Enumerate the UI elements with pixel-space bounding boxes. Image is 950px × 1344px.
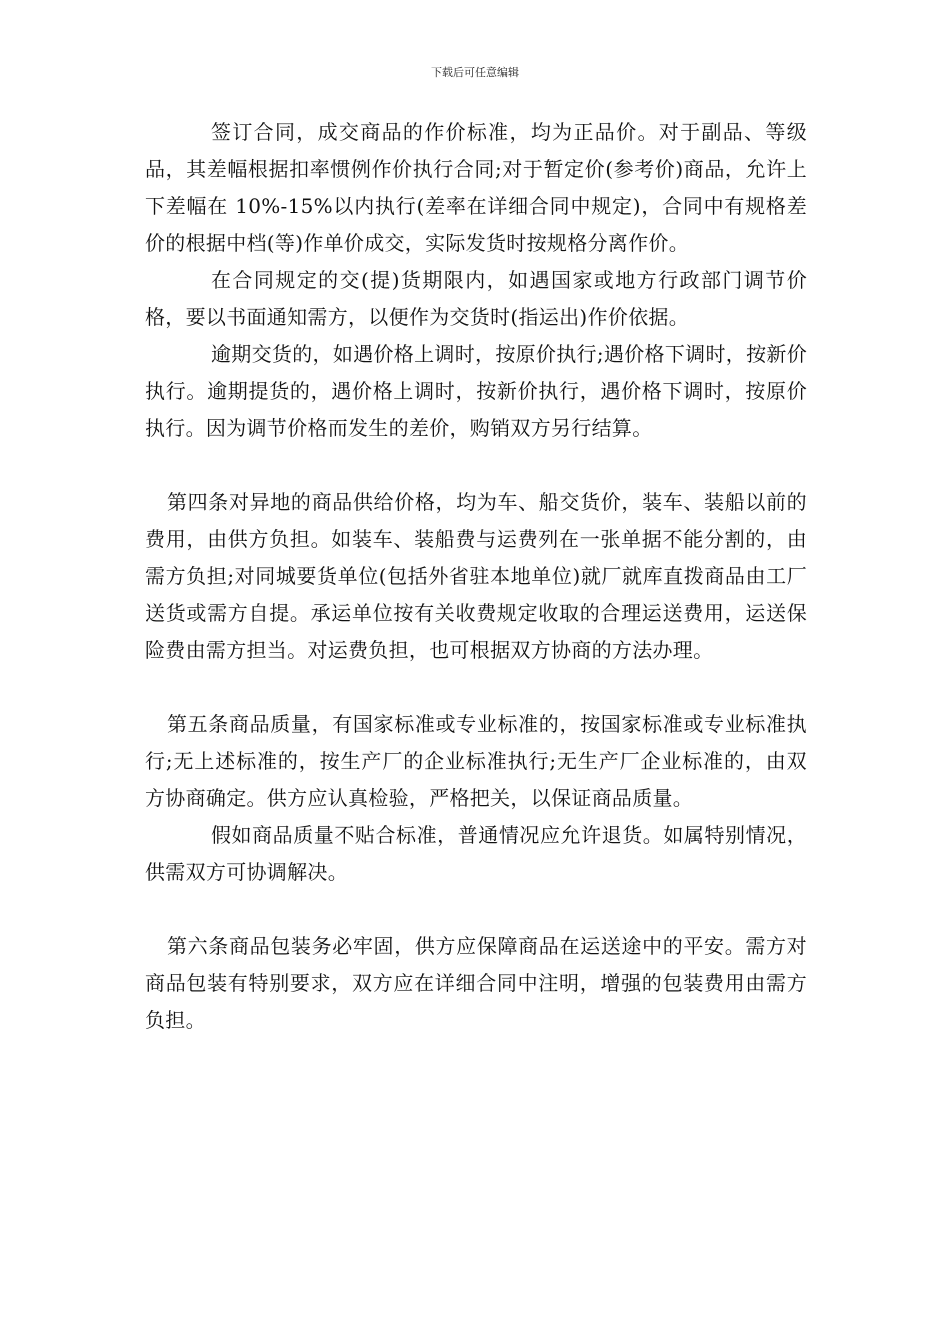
article-4: 第四条对异地的商品供给价格，均为车、船交货价，装车、装船以前的费用，由供方负担。如装车、装船费与运费列在一张单据不能分割的，由需方负担;对同城要货单位(包括外省驻本地单位)就厂就库直拨商品由工厂送货或需方自提。承运单位按有关收费规定收取的合理运送费用，运送保险费由需方担当。对运费负担，也可根据双方协商的方法办理。 (145, 490, 807, 662)
paragraph-pricing-standard: 签订合同，成交商品的作价标准，均为正品价。对于副品、等级品，其差幅根据扣率惯例作价执行合同;对于暂定价(参考价)商品，允许上下差幅在 10%-15%以内执行(差率在详细合同中规定)，合同中有规格差价的根据中档(等)作单价成交，实际发货时按规格分离作价。 (145, 120, 807, 255)
paragraph-quality-return: 假如商品质量不贴合标准，普通情况应允许退货。如属特别情况，供需双方可协调解决。 (145, 823, 807, 884)
paragraph-gap (145, 447, 807, 484)
document-body (145, 114, 807, 1039)
paragraph-gap (145, 669, 807, 706)
article-5: 第五条商品质量，有国家标准或专业标准的，按国家标准或专业标准执行;无上述标准的，按生产厂的企业标准执行;无生产厂企业标准的，由双方协商确定。供方应认真检验，严格把关，以保证商品质量。 (145, 712, 807, 810)
paragraph-price-adjustment: 在合同规定的交(提)货期限内，如遇国家或地方行政部门调节价格，要以书面通知需方，以便作为交货时(指运出)作价依据。 (145, 268, 807, 329)
paragraph-late-delivery: 逾期交货的，如遇价格上调时，按原价执行;遇价格下调时，按新价执行。逾期提货的，遇价格上调时，按新价执行，遇价格下调时，按原价执行。因为调节价格而发生的差价，购销双方另行结算。 (145, 342, 807, 440)
article-6: 第六条商品包装务必牢固，供方应保障商品在运送途中的平安。需方对商品包装有特别要求，双方应在详细合同中注明，增强的包装费用由需方负担。 (145, 934, 807, 1032)
page-header: 下载后可任意编辑 (431, 66, 519, 79)
paragraph-gap (145, 891, 807, 928)
